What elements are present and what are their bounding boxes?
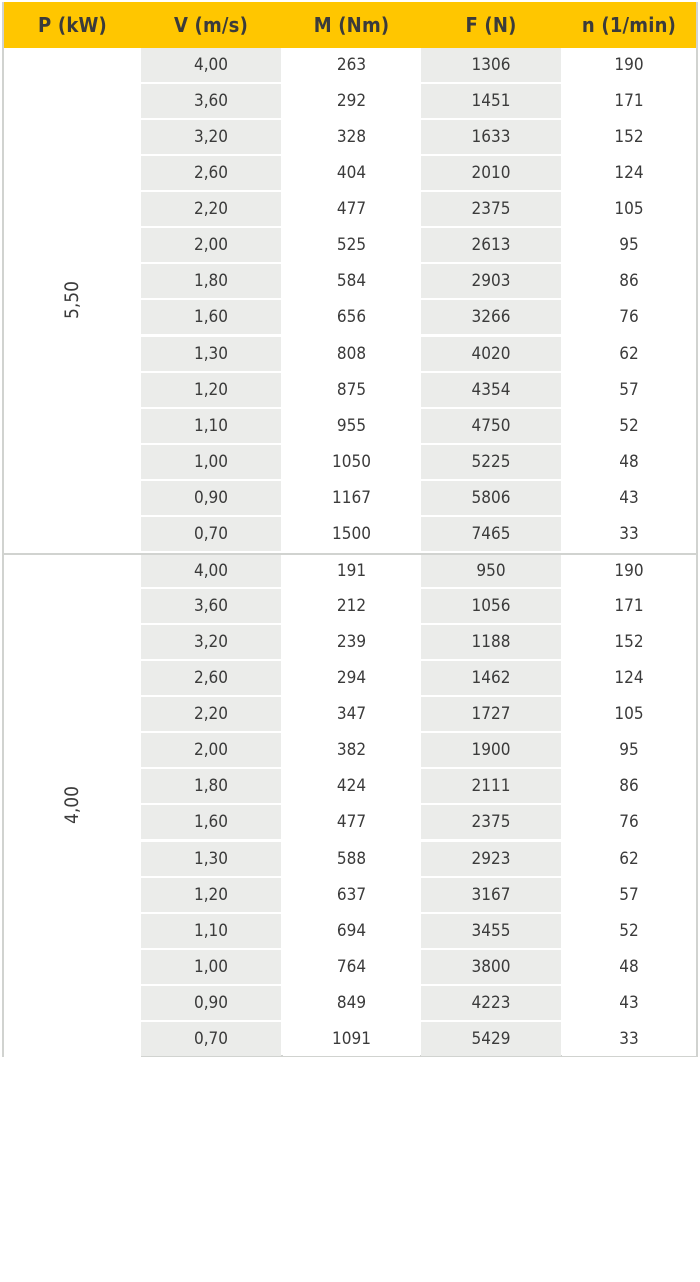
- force-cell: 1727: [421, 697, 561, 731]
- torque-cell: 404: [283, 156, 420, 190]
- table-row: [141, 373, 696, 407]
- force-cell: 1056: [421, 589, 561, 623]
- force-cell: 2111: [421, 769, 561, 803]
- table-row: [141, 192, 696, 226]
- force-cell: 1451: [421, 84, 561, 118]
- velocity-cell: 1,00: [141, 950, 281, 984]
- power-group-cell: [4, 553, 141, 1058]
- velocity-cell: 0,70: [141, 517, 281, 551]
- force-cell: 2903: [421, 264, 561, 298]
- force-cell: 3800: [421, 950, 561, 984]
- table-row: [141, 228, 696, 262]
- table-header: [4, 2, 696, 48]
- speed-cell: 190: [562, 555, 696, 587]
- header-torque: M (Nm): [313, 13, 390, 37]
- velocity-cell: 1,00: [141, 445, 281, 479]
- speed-cell: 52: [562, 409, 696, 443]
- table-row: [141, 733, 696, 767]
- force-cell: 2923: [421, 842, 561, 876]
- speed-cell: 105: [562, 697, 696, 731]
- speed-cell: 171: [562, 84, 696, 118]
- torque-cell: 477: [283, 805, 420, 839]
- force-cell: 1462: [421, 661, 561, 695]
- velocity-cell: 2,00: [141, 733, 281, 767]
- speed-cell: 62: [562, 337, 696, 371]
- power-group: [4, 48, 696, 553]
- velocity-cell: 2,20: [141, 697, 281, 731]
- header-force: F (N): [465, 13, 517, 37]
- table-row: [141, 661, 696, 695]
- speed-cell: 48: [562, 950, 696, 984]
- velocity-cell: 3,20: [141, 120, 281, 154]
- speed-cell: 152: [562, 625, 696, 659]
- force-cell: 7465: [421, 517, 561, 551]
- velocity-cell: 0,70: [141, 1022, 281, 1056]
- table-row: [141, 481, 696, 515]
- header-speed: n (1/min): [581, 13, 677, 37]
- speed-cell: 86: [562, 264, 696, 298]
- torque-cell: 477: [283, 192, 420, 226]
- velocity-cell: 3,60: [141, 589, 281, 623]
- table-row: [141, 805, 696, 839]
- speed-cell: 57: [562, 373, 696, 407]
- speed-cell: 57: [562, 878, 696, 912]
- force-cell: 1188: [421, 625, 561, 659]
- speed-cell: 95: [562, 733, 696, 767]
- force-cell: 4354: [421, 373, 561, 407]
- data-table: [2, 2, 698, 1057]
- torque-cell: 212: [283, 589, 420, 623]
- table-row: [141, 300, 696, 334]
- table-row: [141, 555, 696, 587]
- velocity-cell: 1,20: [141, 373, 281, 407]
- velocity-cell: 1,20: [141, 878, 281, 912]
- torque-cell: 1500: [283, 517, 420, 551]
- force-cell: 950: [421, 555, 561, 587]
- table-row: [141, 950, 696, 984]
- velocity-cell: 0,90: [141, 986, 281, 1020]
- torque-cell: 382: [283, 733, 420, 767]
- speed-cell: 124: [562, 661, 696, 695]
- speed-cell: 152: [562, 120, 696, 154]
- force-cell: 3266: [421, 300, 561, 334]
- velocity-cell: 1,10: [141, 409, 281, 443]
- table-row: [141, 156, 696, 190]
- force-cell: 4223: [421, 986, 561, 1020]
- force-cell: 2613: [421, 228, 561, 262]
- torque-cell: 263: [283, 48, 420, 82]
- force-cell: 4020: [421, 337, 561, 371]
- force-cell: 2375: [421, 805, 561, 839]
- velocity-cell: 2,60: [141, 156, 281, 190]
- table-row: [141, 1022, 696, 1056]
- torque-cell: 1050: [283, 445, 420, 479]
- force-cell: 3455: [421, 914, 561, 948]
- table-row: [141, 84, 696, 118]
- speed-cell: 62: [562, 842, 696, 876]
- speed-cell: 52: [562, 914, 696, 948]
- force-cell: 1306: [421, 48, 561, 82]
- velocity-cell: 4,00: [141, 555, 281, 587]
- table-row: [141, 878, 696, 912]
- power-group-cell: [4, 48, 141, 553]
- velocity-cell: 1,10: [141, 914, 281, 948]
- table-row: [141, 914, 696, 948]
- table-row: [141, 120, 696, 154]
- table-row: [141, 986, 696, 1020]
- velocity-cell: 2,00: [141, 228, 281, 262]
- power-group: [4, 553, 696, 1058]
- speed-cell: 43: [562, 986, 696, 1020]
- table-row: [141, 409, 696, 443]
- torque-cell: 584: [283, 264, 420, 298]
- torque-cell: 525: [283, 228, 420, 262]
- table-row: [141, 842, 696, 876]
- force-cell: 4750: [421, 409, 561, 443]
- velocity-cell: 0,90: [141, 481, 281, 515]
- torque-cell: 1091: [283, 1022, 420, 1056]
- table-row: [141, 337, 696, 371]
- torque-cell: 239: [283, 625, 420, 659]
- speed-cell: 33: [562, 517, 696, 551]
- velocity-cell: 3,20: [141, 625, 281, 659]
- torque-cell: 694: [283, 914, 420, 948]
- torque-cell: 294: [283, 661, 420, 695]
- header-velocity: V (m/s): [173, 13, 249, 37]
- table-row: [141, 517, 696, 551]
- velocity-cell: 1,60: [141, 300, 281, 334]
- torque-cell: 808: [283, 337, 420, 371]
- torque-cell: 1167: [283, 481, 420, 515]
- speed-cell: 76: [562, 300, 696, 334]
- velocity-cell: 3,60: [141, 84, 281, 118]
- table-row: [141, 445, 696, 479]
- velocity-cell: 1,80: [141, 264, 281, 298]
- table-row: [141, 264, 696, 298]
- force-cell: 5806: [421, 481, 561, 515]
- force-cell: 3167: [421, 878, 561, 912]
- force-cell: 5429: [421, 1022, 561, 1056]
- velocity-cell: 2,60: [141, 661, 281, 695]
- table-row: [141, 48, 696, 82]
- force-cell: 2010: [421, 156, 561, 190]
- speed-cell: 105: [562, 192, 696, 226]
- velocity-cell: 4,00: [141, 48, 281, 82]
- torque-cell: 347: [283, 697, 420, 731]
- velocity-cell: 1,80: [141, 769, 281, 803]
- torque-cell: 424: [283, 769, 420, 803]
- torque-cell: 764: [283, 950, 420, 984]
- speed-cell: 33: [562, 1022, 696, 1056]
- speed-cell: 86: [562, 769, 696, 803]
- force-cell: 2375: [421, 192, 561, 226]
- torque-cell: 656: [283, 300, 420, 334]
- header-power: P (kW): [38, 13, 107, 37]
- torque-cell: 955: [283, 409, 420, 443]
- velocity-cell: 2,20: [141, 192, 281, 226]
- table-row: [141, 697, 696, 731]
- power-value: 5,50: [61, 281, 84, 320]
- torque-cell: 588: [283, 842, 420, 876]
- force-cell: 1900: [421, 733, 561, 767]
- torque-cell: 637: [283, 878, 420, 912]
- torque-cell: 292: [283, 84, 420, 118]
- table-row: [141, 769, 696, 803]
- force-cell: 1633: [421, 120, 561, 154]
- speed-cell: 43: [562, 481, 696, 515]
- velocity-cell: 1,30: [141, 337, 281, 371]
- table-row: [141, 589, 696, 623]
- velocity-cell: 1,60: [141, 805, 281, 839]
- torque-cell: 191: [283, 555, 420, 587]
- speed-cell: 48: [562, 445, 696, 479]
- velocity-cell: 1,30: [141, 842, 281, 876]
- torque-cell: 849: [283, 986, 420, 1020]
- speed-cell: 95: [562, 228, 696, 262]
- speed-cell: 76: [562, 805, 696, 839]
- power-value: 4,00: [61, 786, 84, 825]
- speed-cell: 190: [562, 48, 696, 82]
- force-cell: 5225: [421, 445, 561, 479]
- speed-cell: 171: [562, 589, 696, 623]
- table-row: [141, 625, 696, 659]
- torque-cell: 875: [283, 373, 420, 407]
- speed-cell: 124: [562, 156, 696, 190]
- torque-cell: 328: [283, 120, 420, 154]
